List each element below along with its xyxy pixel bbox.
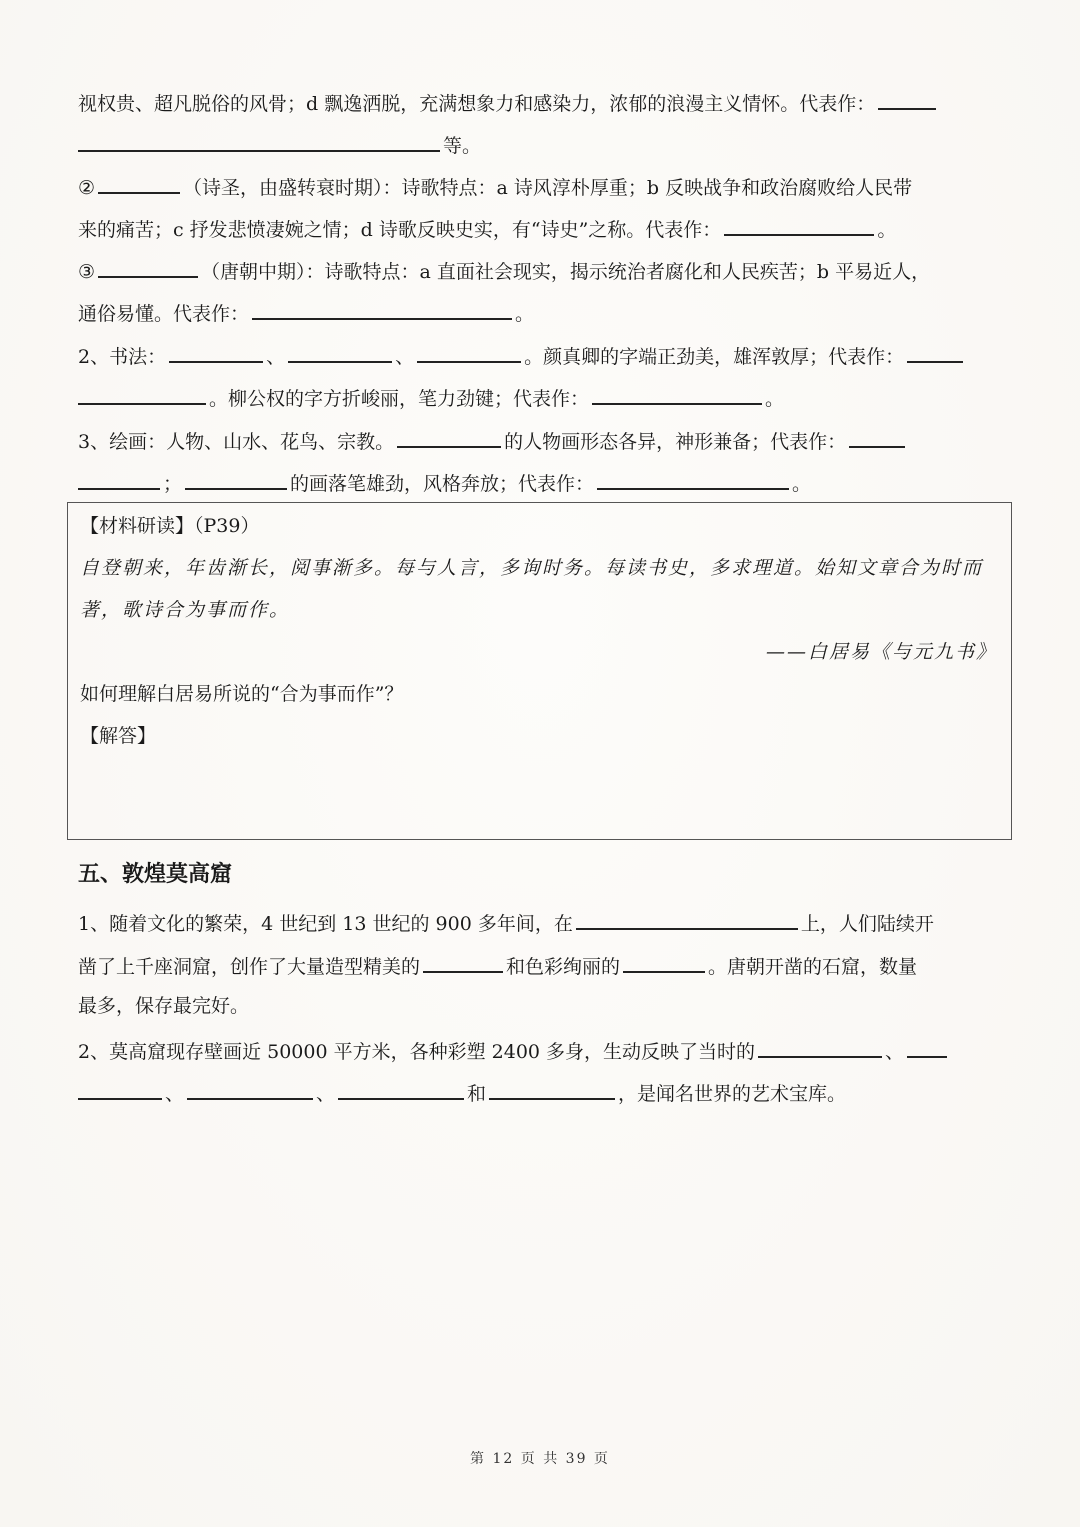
text: ② <box>78 177 96 199</box>
fill-blank[interactable] <box>592 383 762 405</box>
text: 上，人们陆续开 <box>800 913 934 935</box>
text: 。唐朝开凿的石窟，数量 <box>708 956 918 978</box>
text: 。柳公权的字方折峻丽，笔力劲键；代表作： <box>209 388 590 410</box>
fill-blank[interactable] <box>907 341 963 363</box>
fill-blank[interactable] <box>252 298 512 320</box>
text-line <box>78 908 1004 937</box>
text: 的人物画形态各异，神形兼备；代表作： <box>504 431 847 453</box>
text: 来的痛苦；c 抒发悲愤凄婉之情；d 诗歌反映史实，有“诗史”之称。代表作： <box>78 219 722 241</box>
text: 、 <box>316 1083 336 1105</box>
fill-blank[interactable] <box>878 88 936 110</box>
text: 、 <box>885 1041 905 1063</box>
text-line <box>78 951 1004 980</box>
text: 最多，保存最完好。 <box>78 995 250 1017</box>
text: 的画落笔雄劲，风格奔放；代表作： <box>290 473 595 495</box>
text: （诗圣，由盛转衰时期）：诗歌特点：a 诗风淳朴厚重；b 反映战争和政治腐败给人民带 <box>183 177 913 199</box>
quote-source: ——白居易《与元九书》 <box>765 641 997 663</box>
material-title: 【材料研读】（P39） <box>80 515 260 537</box>
text: 凿了上千座洞窟，创作了大量造型精美的 <box>78 956 421 978</box>
fill-blank[interactable] <box>397 426 501 448</box>
text-line <box>78 88 1004 117</box>
answer-area[interactable] <box>80 755 995 831</box>
text: 和 <box>467 1083 487 1105</box>
text-line <box>78 256 1004 285</box>
text: 。 <box>877 219 897 241</box>
text: ； <box>163 473 183 495</box>
text-line <box>78 130 1004 159</box>
text-line <box>78 1036 1004 1065</box>
text: 、 <box>266 346 286 368</box>
fill-blank[interactable] <box>98 172 180 194</box>
text-line <box>78 214 1004 243</box>
fill-blank[interactable] <box>98 256 198 278</box>
text-line <box>78 383 1004 412</box>
text-line <box>78 468 1004 497</box>
text: 。 <box>515 303 535 325</box>
fill-blank[interactable] <box>78 130 440 152</box>
text: 、 <box>395 346 415 368</box>
fill-blank[interactable] <box>907 1036 947 1058</box>
text: 等。 <box>443 135 482 157</box>
quote-line: 著，歌诗合为事而作。 <box>80 599 291 621</box>
fill-blank[interactable] <box>78 1078 162 1100</box>
quote-line: 自登朝来，年齿渐长，阅事渐多。每与人言，多询时务。每读书史，多求理道。始知文章合为时而 <box>80 557 984 579</box>
fill-blank[interactable] <box>423 951 503 973</box>
fill-blank[interactable] <box>758 1036 882 1058</box>
fill-blank[interactable] <box>489 1078 615 1100</box>
fill-blank[interactable] <box>576 908 798 930</box>
fill-blank[interactable] <box>417 341 521 363</box>
text-line <box>78 993 1004 1019</box>
fill-blank[interactable] <box>169 341 263 363</box>
fill-blank[interactable] <box>78 468 160 490</box>
text: 视权贵、超凡脱俗的风骨；d 飘逸洒脱，充满想象力和感染力，浓郁的浪漫主义情怀。代表作： <box>78 93 876 115</box>
section-heading: 五、敦煌莫高窟 <box>78 862 233 887</box>
text: 1、随着文化的繁荣，4 世纪到 13 世纪的 900 多年间，在 <box>78 913 573 935</box>
text: 。 <box>792 473 812 495</box>
text-line <box>78 172 1004 201</box>
fill-blank[interactable] <box>597 468 789 490</box>
fill-blank[interactable] <box>724 214 874 236</box>
question: 如何理解白居易所说的“合为事而作”？ <box>80 683 404 705</box>
fill-blank[interactable] <box>288 341 392 363</box>
fill-blank[interactable] <box>185 468 287 490</box>
text-line <box>78 426 1004 455</box>
text: 2、书法： <box>78 346 167 368</box>
fill-blank[interactable] <box>623 951 705 973</box>
answer-label: 【解答】 <box>80 725 157 747</box>
text: 2、莫高窟现存壁画近 50000 平方米，各种彩塑 2400 多身，生动反映了当时的 <box>78 1041 756 1063</box>
fill-blank[interactable] <box>187 1078 313 1100</box>
text: ，是闻名世界的艺术宝库。 <box>618 1083 847 1105</box>
text-line <box>78 298 1004 327</box>
text: 。 <box>765 388 785 410</box>
text: 通俗易懂。代表作： <box>78 303 250 325</box>
text-line <box>78 341 1004 370</box>
fill-blank[interactable] <box>78 383 206 405</box>
page-number: 第 12 页 共 39 页 <box>470 1451 610 1467</box>
text: ③ <box>78 261 96 283</box>
text: 和色彩绚丽的 <box>506 956 621 978</box>
text-line <box>78 1078 1004 1107</box>
text: 3、绘画：人物、山水、花鸟、宗教。 <box>78 431 395 453</box>
text: （唐朝中期）：诗歌特点：a 直面社会现实，揭示统治者腐化和人民疾苦；b 平易近人， <box>201 261 931 283</box>
text: 、 <box>165 1083 185 1105</box>
text: 。颜真卿的字端正劲美，雄浑敦厚；代表作： <box>524 346 905 368</box>
fill-blank[interactable] <box>338 1078 464 1100</box>
material-reading-box <box>67 502 1012 840</box>
fill-blank[interactable] <box>849 426 905 448</box>
